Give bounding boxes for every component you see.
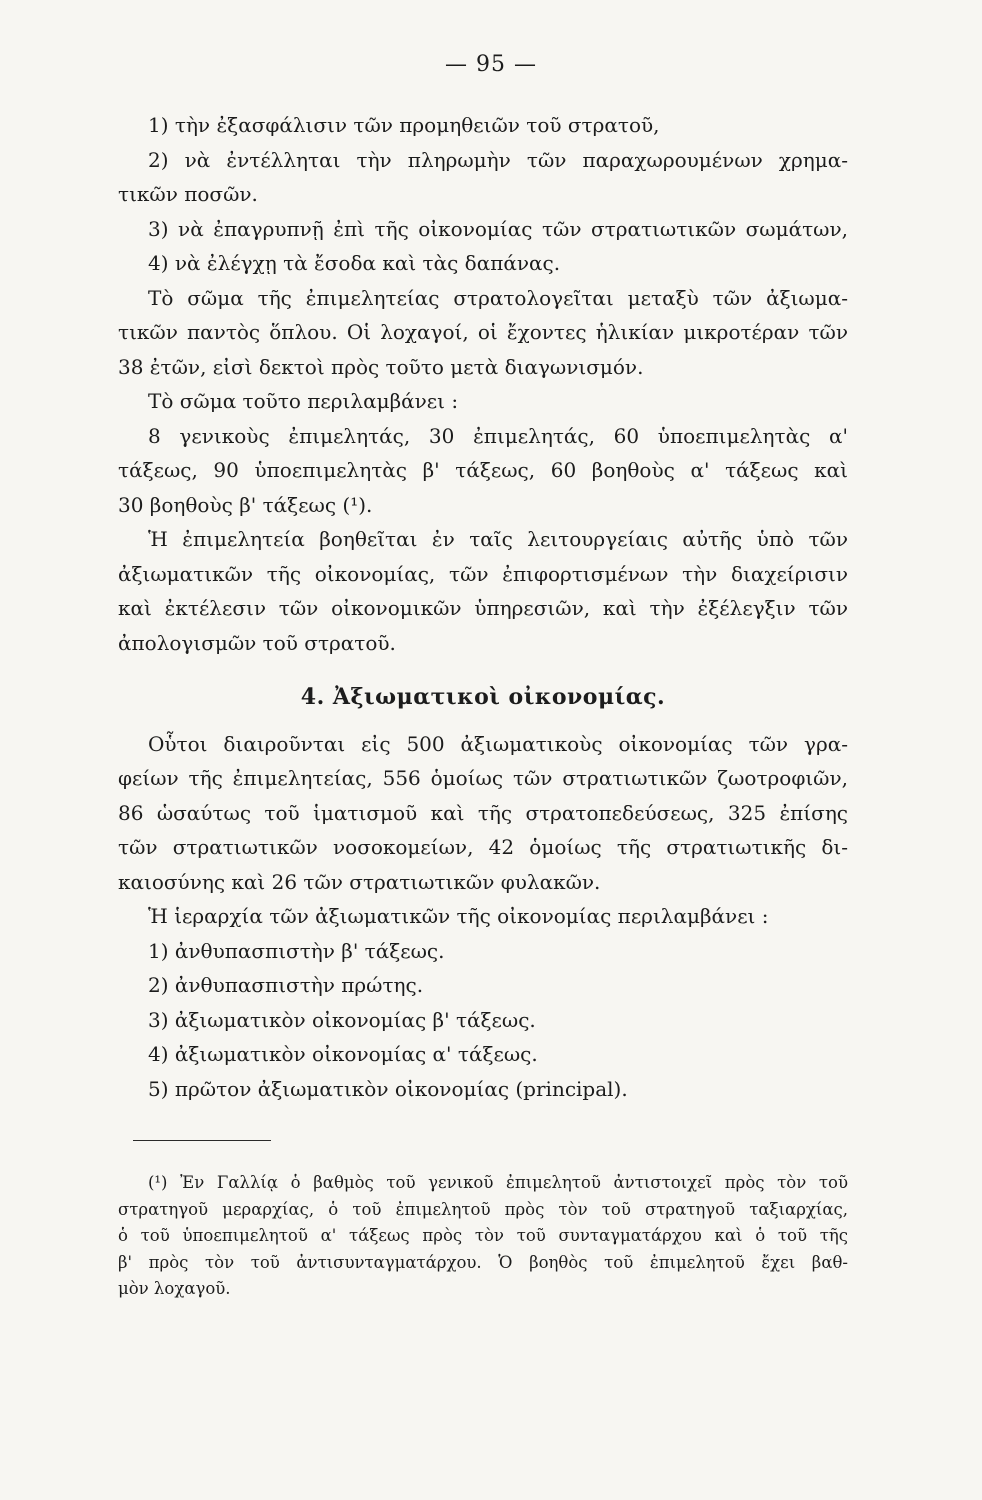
paragraph-line: 8 γενικοὺς ἐπιμελητάς, 30 ἐπιμελητάς, 60 ὑποεπιμελητὰς α' <box>148 423 848 448</box>
paragraph-line: φείων τῆς ἐπιμελητείας, 556 ὁμοίως τῶν στρατιωτικῶν ζωοτροφιῶν, <box>118 766 848 790</box>
section-heading: 4. Ἀξιωματικοὶ οἰκονομίας. <box>300 684 666 710</box>
footnote-line: β' πρὸς τὸν τοῦ ἀντισυνταγματάρχου. Ὁ βοηθὸς τοῦ ἐπιμελητοῦ ἔχει βαθ- <box>118 1252 848 1272</box>
hierarchy-item-3: 3) ἀξιωματικὸν οἰκονομίας β' τάξεως. <box>148 1007 536 1032</box>
hierarchy-item-2: 2) ἀνθυπασπιστὴν πρώτης. <box>148 973 424 997</box>
paragraph-line: Οὗτοι διαιροῦνται εἰς 500 ἀξιωματικοὺς οἰκονομίας τῶν γρα- <box>148 731 848 756</box>
paragraph-line: τάξεως, 90 ὑποεπιμελητὰς β' τάξεως, 60 βοηθοὺς α' τάξεως καὶ <box>118 458 848 482</box>
hierarchy-item-1: 1) ἀνθυπασπιστὴν β' τάξεως. <box>148 938 445 963</box>
list-item-2: 2) νὰ ἐντέλληται τὴν πληρωμὴν τῶν παραχωρουμένων χρημα- <box>148 147 848 172</box>
paragraph-line: καὶ ἐκτέλεσιν τῶν οἰκονομικῶν ὑπηρεσιῶν, καὶ τὴν ἐξέλεγξιν τῶν <box>118 596 848 620</box>
footnote-divider <box>133 1140 271 1141</box>
paragraph-line: 86 ὡσαύτως τοῦ ἱματισμοῦ καὶ τῆς στρατοπεδεύσεως, 325 ἐπίσης <box>118 800 848 825</box>
paragraph-line: 38 ἐτῶν, εἰσὶ δεκτοὶ πρὸς τοῦτο μετὰ διαγωνισμόν. <box>118 354 644 379</box>
page-number: — 95 — <box>445 52 537 77</box>
paragraph-line: ἀξιωματικῶν τῆς οἰκονομίας, τῶν ἐπιφορτισμένων τὴν διαχείρισιν <box>118 561 848 586</box>
text-line: τικῶν ποσῶν. <box>118 182 258 206</box>
footnote <box>118 1170 848 1303</box>
paragraph-line: τικῶν παντὸς ὅπλου. Οἱ λοχαγοί, οἱ ἔχοντες ἡλικίαν μικροτέραν τῶν <box>118 320 848 344</box>
paragraph-line: Ἡ ἱεραρχία τῶν ἀξιωματικῶν τῆς οἰκονομίας περιλαμβάνει : <box>148 904 769 928</box>
list-item-3: 3) νὰ ἐπαγρυπνῇ ἐπὶ τῆς οἰκονομίας τῶν στρατιωτικῶν σωμάτων, <box>148 216 848 241</box>
hierarchy-item-4: 4) ἀξιωματικὸν οἰκονομίας α' τάξεως. <box>148 1042 538 1066</box>
hierarchy-item-5: 5) πρῶτον ἀξιωματικὸν οἰκονομίας (principal). <box>148 1076 628 1101</box>
paragraph-line: Ἡ ἐπιμελητεία βοηθεῖται ἐν ταῖς λειτουργείαις αὐτῆς ὑπὸ τῶν <box>148 527 848 551</box>
footnote-line: μὸν λοχαγοῦ. <box>118 1279 231 1298</box>
list-item-4: 4) νὰ ἐλέγχῃ τὰ ἔσοδα καὶ τὰς δαπάνας. <box>148 251 561 275</box>
paragraph-line: Τὸ σῶμα τῆς ἐπιμελητείας στρατολογεῖται μεταξὺ τῶν ἀξιωμα- <box>148 285 848 310</box>
paragraph-line: καιοσύνης καὶ 26 τῶν στρατιωτικῶν φυλακῶν. <box>118 869 601 894</box>
paragraph-line: Τὸ σῶμα τοῦτο περιλαμβάνει : <box>148 389 459 413</box>
footnote-line: (¹) Ἐν Γαλλίᾳ ὁ βαθμὸς τοῦ γενικοῦ ἐπιμελητοῦ ἀντιστοιχεῖ πρὸς τὸν τοῦ <box>148 1173 848 1192</box>
main-text <box>118 108 848 1106</box>
paragraph-line: τῶν στρατιωτικῶν νοσοκομείων, 42 ὁμοίως τῆς στρατιωτικῆς δι- <box>118 835 848 859</box>
list-item-1: 1) τὴν ἐξασφάλισιν τῶν προμηθειῶν τοῦ στρατοῦ, <box>148 113 660 137</box>
paragraph-line: ἀπολογισμῶν τοῦ στρατοῦ. <box>118 630 396 655</box>
paragraph-line: 30 βοηθοὺς β' τάξεως (¹). <box>118 492 373 517</box>
footnote-line: ὁ τοῦ ὑποεπιμελητοῦ α' τάξεως πρὸς τὸν τοῦ συνταγματάρχου καὶ ὁ τοῦ τῆς <box>118 1226 848 1245</box>
footnote-line: στρατηγοῦ μεραρχίας, ὁ τοῦ ἐπιμελητοῦ πρὸς τὸν τοῦ στρατηγοῦ ταξιαρχίας, <box>118 1199 848 1219</box>
